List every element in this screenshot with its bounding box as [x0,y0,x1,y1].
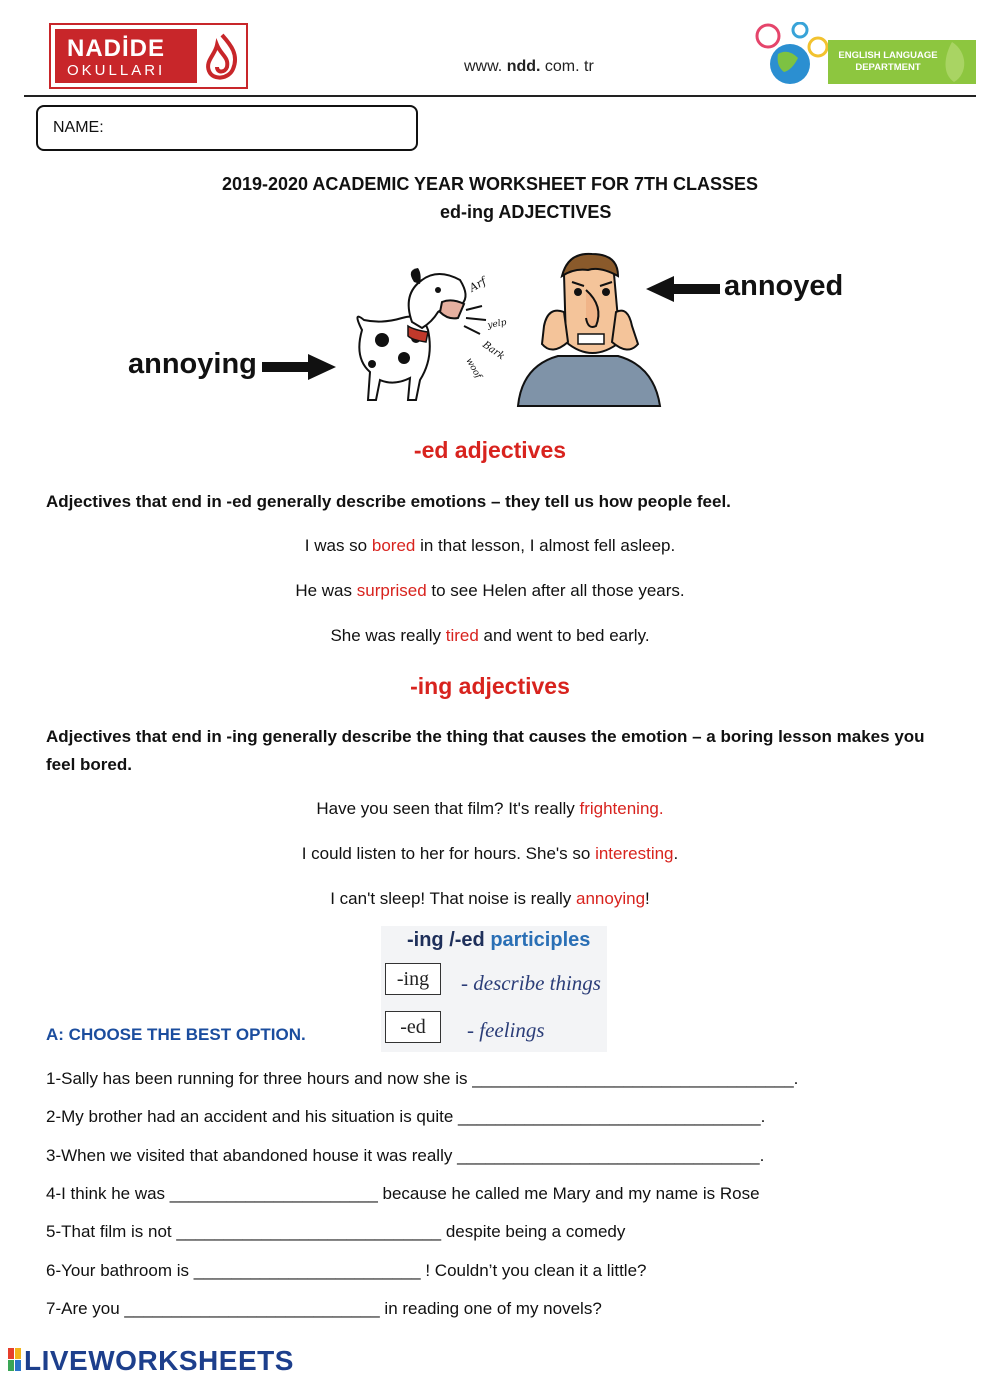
worksheet-subtitle: ed-ing ADJECTIVES [440,202,612,222]
ed-rule-text: Adjectives that end in -ed generally describe emotions – they tell us how people feel. [46,492,731,511]
ing-suffix-box: -ing [385,963,441,995]
annoyed-man-illustration [508,246,668,408]
participles-title: -ing /-ed participles [407,929,591,951]
english-department-logo [754,22,978,88]
svg-text:Bark: Bark [480,339,507,363]
arrow-left-icon [646,276,720,302]
participles-reference-box [381,926,607,1052]
liveworksheets-brand[interactable]: LIVEWORKSHEETS [8,1345,294,1377]
ing-example: Have you seen that film? It's really frightening. [316,799,664,818]
ed-suffix-description: - feelings [467,1018,545,1042]
question-item[interactable]: 7-Are you ___________________________ in reading one of my novels? [46,1299,602,1318]
exercise-heading: A: CHOOSE THE BEST OPTION. [46,1025,306,1044]
question-item[interactable]: 3-When we visited that abandoned house it was really ________________________________. [46,1146,765,1165]
ing-example: I could listen to her for hours. She's so interesting. [301,844,679,863]
question-item[interactable]: 5-That film is not ____________________________ despite being a comedy [46,1222,626,1241]
department-line2: DEPARTMENT [855,62,921,73]
website-url[interactable]: www. ndd. com. tr [464,58,594,75]
logo-line1: NADİDE [67,35,166,62]
department-line1: ENGLISH LANGUAGE [838,50,938,61]
ing-suffix-description: - describe things [461,971,601,995]
question-item[interactable]: 6-Your bathroom is ________________________ ! Couldn’t you clean it a little? [46,1261,647,1280]
annoying-label: annoying [128,348,257,380]
ing-rule-text: Adjectives that end in -ing generally describe the thing that causes the emotion – a boring lesson makes you feel bored. [46,727,925,774]
ing-section-heading: -ing adjectives [410,673,570,699]
logo-line2: OKULLARI [67,62,166,79]
name-field[interactable] [36,105,418,151]
ed-example: I was so bored in that lesson, I almost fell asleep. [304,536,676,555]
ed-example: She was really tired and went to bed early. [330,626,650,645]
name-label: NAME: [53,119,104,136]
worksheet-title: 2019-2020 ACADEMIC YEAR WORKSHEET FOR 7TH CLASSES [221,174,759,194]
question-item[interactable]: 4-I think he was ______________________ because he called me Mary and my name is Rose [46,1184,760,1203]
svg-text:woof: woof [463,356,483,381]
ed-section-heading: -ed adjectives [413,437,567,463]
annoyed-label: annoyed [724,270,844,302]
svg-text:Arf: Arf [467,274,489,295]
nadide-logo [49,23,248,89]
ing-example: I can't sleep! That noise is really annoying! [330,889,650,908]
flame-icon [201,31,243,83]
svg-text:yelp: yelp [486,317,508,331]
arrow-right-icon [262,352,338,382]
barking-dog-illustration [342,240,522,410]
live-badge-icon [8,1347,22,1369]
header-divider [24,95,976,97]
ed-example: He was surprised to see Helen after all those years. [295,581,685,600]
question-item[interactable]: 1-Sally has been running for three hours and now she is __________________________________. [46,1069,799,1088]
ed-suffix-box: -ed [385,1011,441,1043]
question-item[interactable]: 2-My brother had an accident and his situation is quite ________________________________. [46,1107,766,1126]
